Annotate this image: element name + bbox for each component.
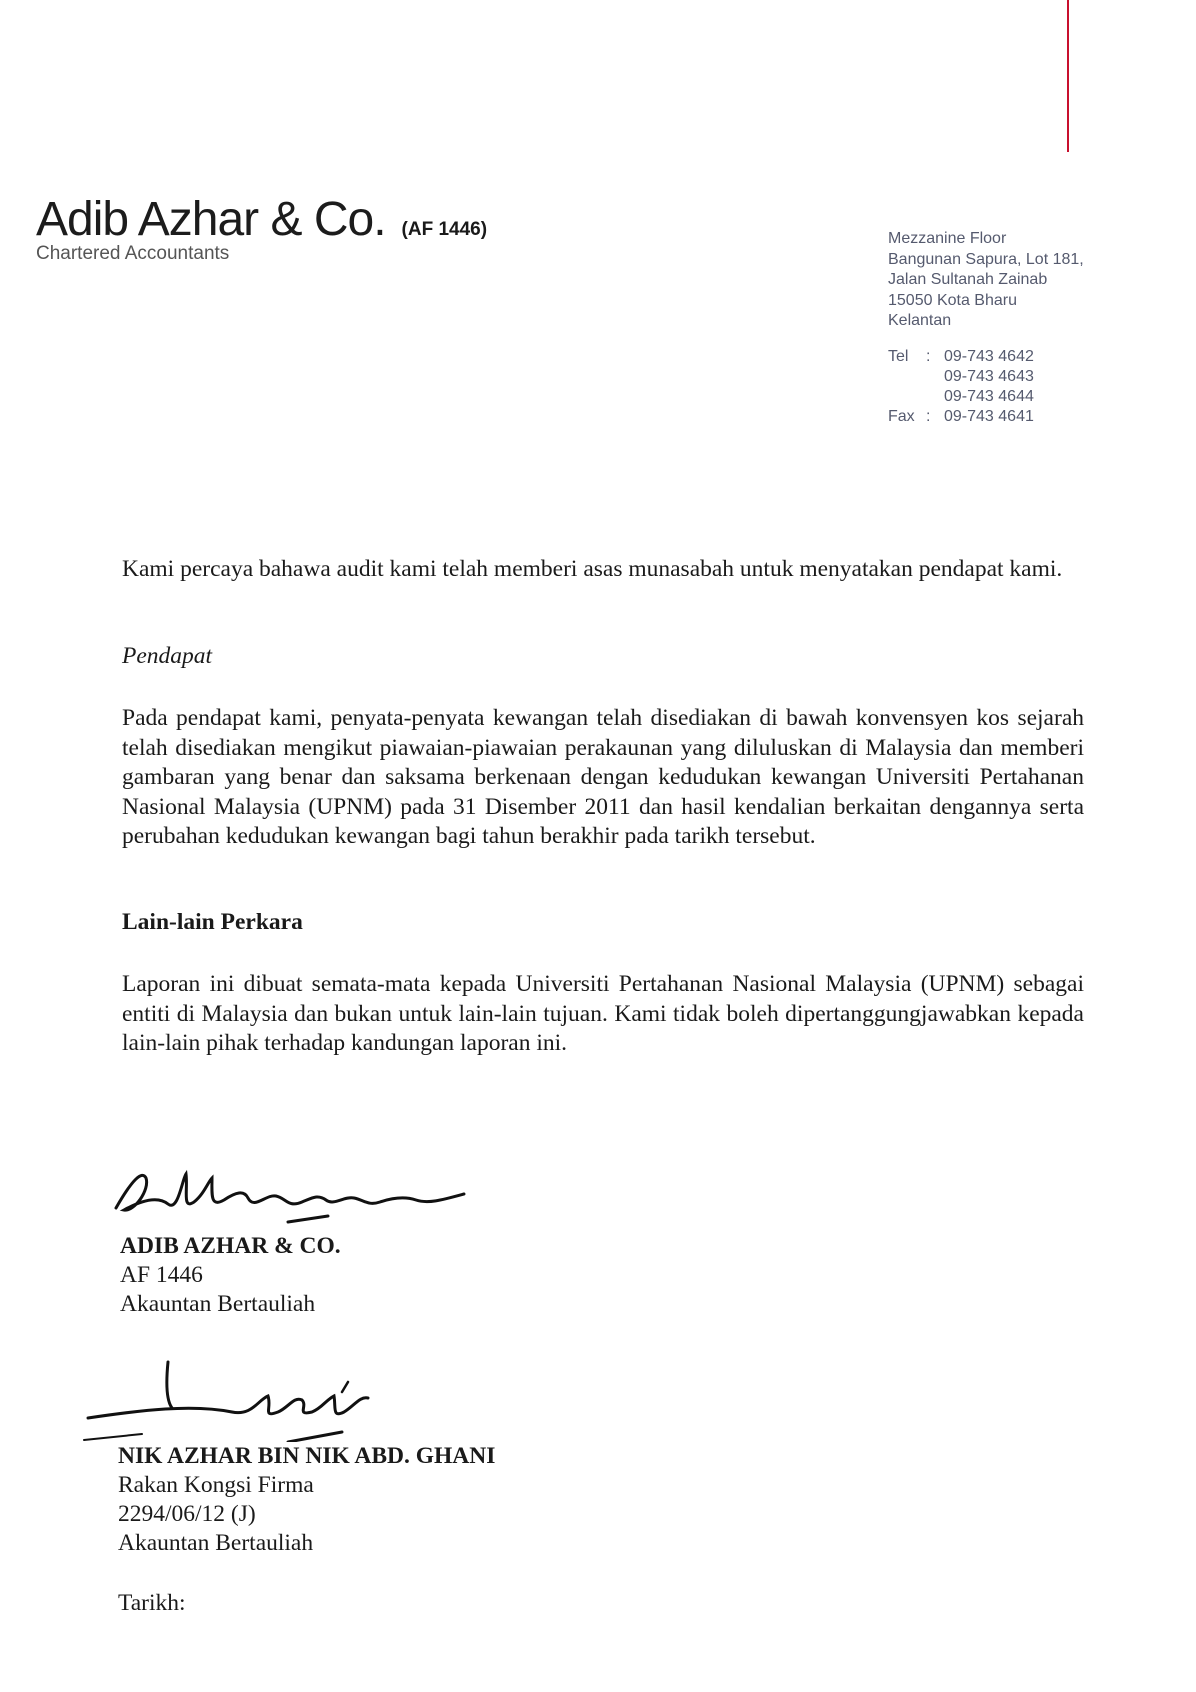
firm-subtitle: Chartered Accountants [36, 243, 230, 264]
tel-number: 09-743 4643 [944, 368, 1034, 385]
fax-number: 09-743 4641 [944, 408, 1034, 425]
partner-signatory-block [118, 1442, 495, 1558]
date-label: Tarikh: [118, 1590, 186, 1616]
firm-registration: (AF 1446) [401, 219, 488, 240]
address-line: Bangunan Sapura, Lot 181, [888, 250, 1084, 268]
tel-row [888, 367, 1034, 387]
paragraph-audit-basis: Kami percaya bahawa audit kami telah memberi asas munasabah untuk menyatakan pendapat kami. [122, 556, 1063, 582]
partner-name: NIK AZHAR BIN NIK ABD. GHANI [118, 1443, 496, 1469]
address-line: Jalan Sultanah Zainab [888, 271, 1048, 288]
heading-opinion: Pendapat [122, 643, 213, 669]
firm-signatory-block [120, 1232, 341, 1319]
tel-row [888, 387, 1034, 407]
red-margin-rule [1067, 0, 1069, 152]
fax-label: Fax [888, 408, 915, 425]
firm-signatory-title: Akauntan Bertauliah [120, 1291, 316, 1317]
firm-signatory-code: AF 1446 [120, 1262, 203, 1288]
address-line: Kelantan [888, 312, 952, 329]
paragraph-opinion: Pada pendapat kami, penyata-penyata kewangan telah disediakan di bawah konvensyen kos sejarah telah disediakan mengikut piawaian-piawaian perakaunan yang diluluskan di Malaysia dan memberi gambaran yang benar dan saksama berkenaan dengan kedudukan kewangan Universiti Pertahanan Nasional Malaysia (UPNM) pada 31 Disember 2011 dan hasil kendalian berkaitan dengannya serta perubahan kedudukan kewangan bagi tahun berakhir pada tarikh tersebut. [122, 705, 1084, 849]
address-line: Mezzanine Floor [888, 230, 1007, 247]
letterhead-firm [36, 192, 487, 265]
partner-number: 2294/06/12 (J) [118, 1501, 256, 1527]
address-line: 15050 Kota Bharu [888, 291, 1017, 309]
fax-colon: : [926, 408, 931, 425]
firm-name: Adib Azhar & Co. [36, 193, 386, 246]
letterhead-contact [888, 347, 1034, 427]
tel-number: 09-743 4642 [944, 348, 1034, 365]
firm-signatory-name: ADIB AZHAR & CO. [120, 1233, 341, 1259]
partner-role: Rakan Kongsi Firma [118, 1472, 314, 1498]
partner-signature [82, 1352, 402, 1442]
heading-other-matters: Lain-lain Perkara [122, 909, 303, 935]
fax-row [888, 407, 1034, 427]
paragraph-other-matters: Laporan ini dibuat semata-mata kepada Universiti Pertahanan Nasional Malaysia (UPNM) sebagai entiti di Malaysia dan bukan untuk lain-lain tujuan. Kami tidak boleh dipertanggungjawabkan kepada lain-lain pihak terhadap kandungan laporan ini. [122, 971, 1084, 1056]
tel-colon: : [926, 348, 931, 365]
firm-signature [112, 1160, 472, 1230]
tel-label: Tel [888, 348, 909, 365]
tel-number: 09-743 4644 [944, 388, 1034, 405]
tel-row [888, 347, 1034, 367]
partner-title: Akauntan Bertauliah [118, 1530, 314, 1556]
letterhead-address [888, 229, 1084, 332]
